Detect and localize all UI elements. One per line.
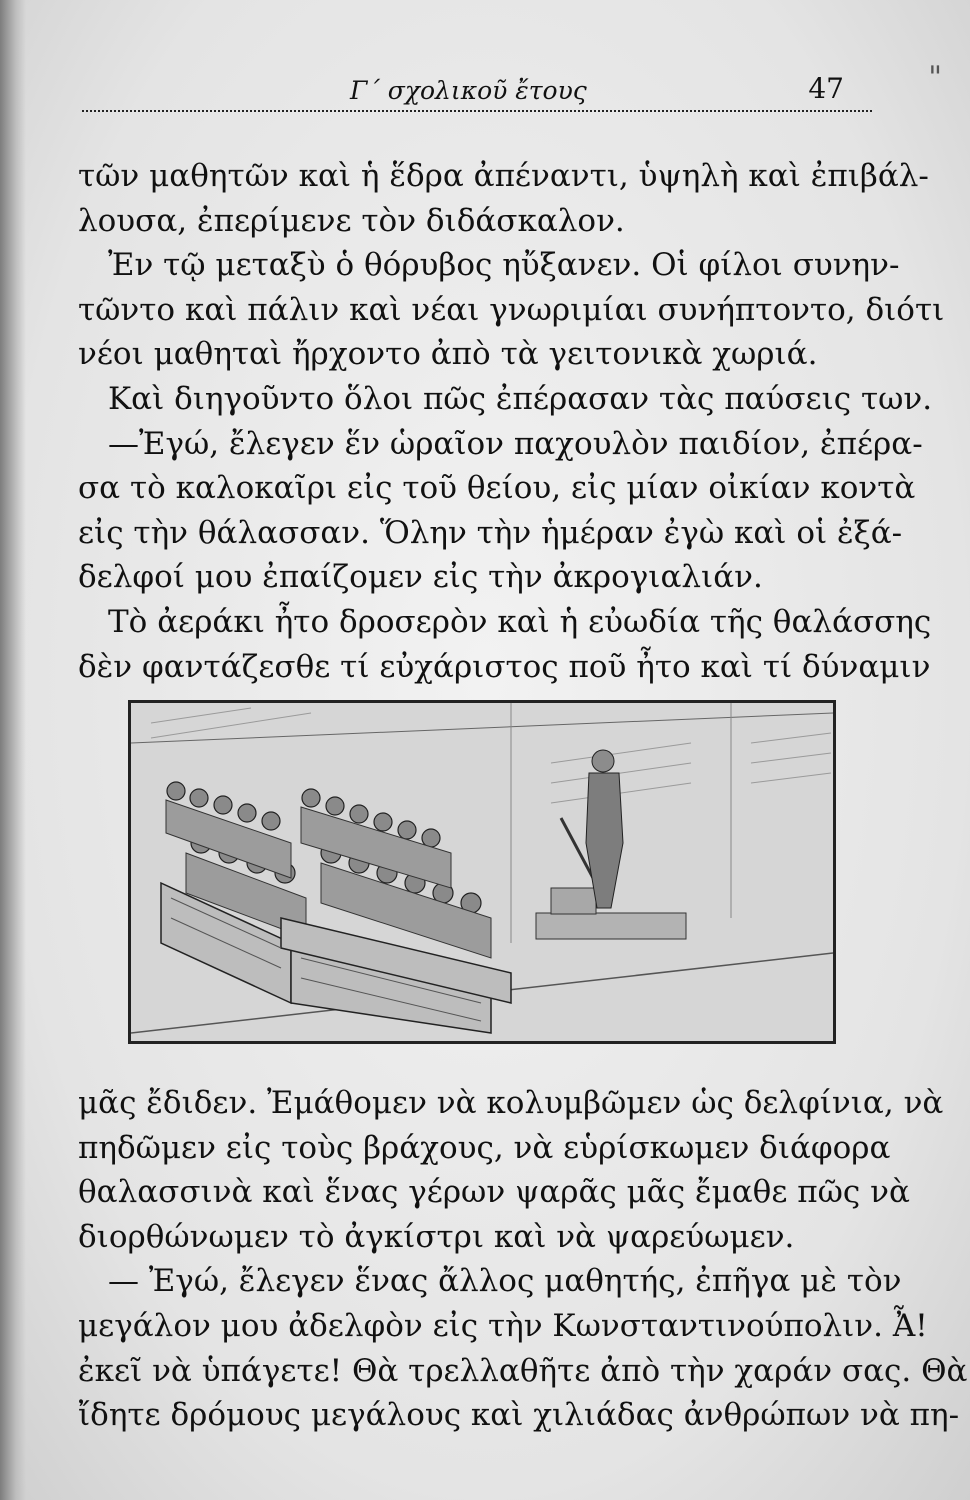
- text-line: Τὸ ἀεράκι ἦτο δροσερὸν καὶ ἡ εὐωδία τῆς θαλάσσης: [108, 603, 932, 640]
- text-line: Ἐν τῷ μεταξὺ ὁ θόρυβος ηὔξανεν. Οἱ φίλοι συνην-: [108, 247, 900, 284]
- text-line: ἴδητε δρόμους μεγάλους καὶ χιλιάδας ἀνθρώπων νὰ πη-: [78, 1397, 960, 1434]
- page-shadow-edge: [0, 0, 26, 1500]
- text-line: μεγάλον μου ἀδελφὸν εἰς τὴν Κωνσταντινούπολιν. Ἆ!: [78, 1307, 928, 1344]
- text-line: εἰς τὴν θάλασσαν. Ὅλην τὴν ἡμέραν ἐγὼ καὶ οἱ ἐξά-: [78, 514, 903, 551]
- text-line: δελφοί μου ἐπαίζομεν εἰς τὴν ἀκρογιαλιάν.: [78, 559, 763, 596]
- page-number: 47: [808, 72, 844, 105]
- text-line: —Ἐγώ, ἔλεγεν ἕν ὡραῖον παχουλὸν παιδίον, ἐπέρα-: [108, 425, 923, 462]
- text-line: ἐκεῖ νὰ ὑπάγετε! Θὰ τρελλαθῆτε ἀπὸ τὴν χαράν σας. Θὰ: [78, 1352, 968, 1389]
- text-line: πηδῶμεν εἰς τοὺς βράχους, νὰ εὑρίσκωμεν διάφορα: [78, 1129, 891, 1166]
- text-block-top: [78, 154, 945, 689]
- text-line: δὲν φαντάζεσθε τί εὐχάριστος ποῦ ἦτο καὶ τί δύναμιν: [78, 648, 931, 685]
- text-block-bottom: [78, 1081, 968, 1438]
- margin-mark: ": [928, 60, 942, 95]
- text-line: Καὶ διηγοῦντο ὅλοι πῶς ἐπέρασαν τὰς παύσεις των.: [108, 380, 933, 417]
- text-line: τῶντο καὶ πάλιν καὶ νέαι γνωριμίαι συνήπτοντο, διότι: [78, 291, 945, 328]
- text-line: τῶν μαθητῶν καὶ ἡ ἕδρα ἀπέναντι, ὑψηλὴ καὶ ἐπιβάλ-: [78, 158, 929, 194]
- classroom-drawing: [131, 703, 833, 1041]
- text-line: λουσα, ἐπερίμενε τὸν διδάσκαλον.: [78, 202, 625, 239]
- text-line: θαλασσινὰ καὶ ἕνας γέρων ψαρᾶς μᾶς ἔμαθε πῶς νὰ: [78, 1174, 910, 1211]
- running-head: Γ΄ σχολικοῦ ἔτους: [350, 76, 587, 105]
- text-line: νέοι μαθηταὶ ἤρχοντο ἀπὸ τὰ γειτονικὰ χωριά.: [78, 336, 818, 373]
- classroom-illustration-icon: [128, 700, 836, 1044]
- text-line: σα τὸ καλοκαῖρι εἰς τοῦ θείου, εἰς μίαν οἰκίαν κοντὰ: [78, 470, 916, 507]
- text-line: διορθώνωμεν τὸ ἀγκίστρι καὶ νὰ ψαρεύωμεν.: [78, 1218, 795, 1255]
- text-line: — Ἐγώ, ἔλεγεν ἕνας ἄλλος μαθητής, ἐπῆγα μὲ τὸν: [108, 1263, 902, 1300]
- text-line: μᾶς ἔδιδεν. Ἐμάθομεν νὰ κολυμβῶμεν ὡς δελφίνια, νὰ: [78, 1085, 944, 1121]
- page-header: [82, 60, 942, 112]
